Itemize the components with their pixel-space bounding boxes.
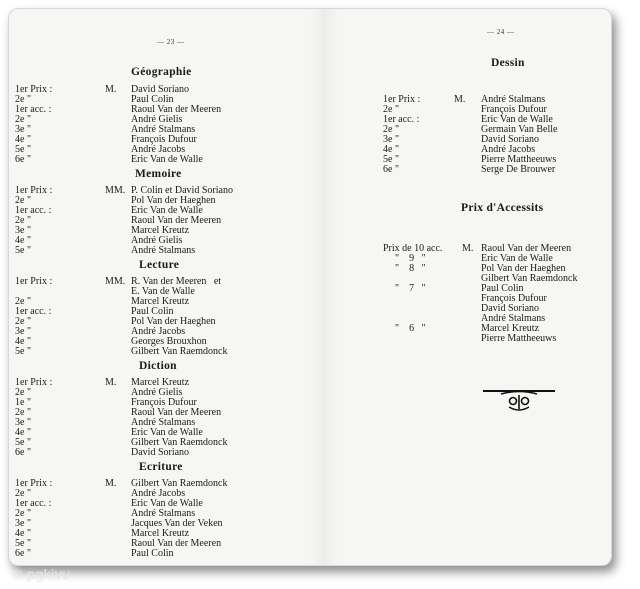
section-title: Prix d'Accessits bbox=[461, 202, 544, 214]
section-title: Dessin bbox=[491, 57, 525, 69]
right-page: — 24 — Dessin 1er Prix : M. André Stalmans 2e " François Dufour 1er acc. : Eric Van de Walle 2e " Germain Van Belle 3e " David Soriano 4e " André Jacobs 5e " Pierre Mattheeuws 6e " Serge De Brouwer Prix d'Accessits Prix de 10 acc. M. Raoul Van der Meeren " 9 " Eric Van de Walle " 8 " Pol Van der Haeghen Gilbert Van Raemdonck " 7 " Paul Colin François Dufour David Soriano André Stalmans " 6 " Marcel Kreutz Pierre Mattheeuws bbox=[319, 9, 609, 565]
page-number: — 24 — bbox=[487, 28, 515, 36]
page-number: — 23 — bbox=[157, 38, 185, 46]
section-title: Diction bbox=[139, 360, 177, 372]
section-title: Memoire bbox=[135, 168, 182, 180]
section-title: Ecriture bbox=[139, 461, 183, 473]
booklet-spread bbox=[8, 8, 612, 566]
ornament-icon bbox=[479, 385, 559, 413]
section-title: Géographie bbox=[131, 66, 192, 78]
section-title: Lecture bbox=[139, 259, 180, 271]
left-page: — 23 — Géographie 1er Prix : M. David Soriano 2e " Paul Colin 1er acc. : Raoul Van der Meeren 2e " André Gielis 3e " André Stalmans 4e " François Dufour 5e " André Jacobs 6e " Eric Van de Walle Memoire 1er Prix : MM. P. Colin et David Soriano 2e " Pol Van der Haeghen 1er acc. : Eric Van de Walle 2e " Raoul Van der Meeren 3e " Marcel Kreutz 4e " André Gielis 5e " André Stalmans Lecture 1er Prix : MM. R. Van der Meeren et E. Van de Walle 2e " Marcel Kreutz 1er acc. : Paul Colin 2e " Pol Van der Haeghen 3e " André Jacobs 4e " Georges Brouxhon 5e " Gilbert Van Raemdonck Diction 1er Prix : M. Marcel Kreutz 2e " André Gielis 1e " François Dufour 2e " Raoul Van der Meeren 3e " André Stalmans 4e " Eric Van de Walle 5e " Gilbert Van Raemdonck 6e " David Soriano Ecriture 1er Prix : M. Gilbert Van Raemdonck 2e " André Jacobs 1er acc. : Eric Van de Walle 2e " André Stalmans 3e " Jacques Van der Veken 4e " Marcel Kreutz 5e " Raoul Van der Meeren 6e " Paul Colin bbox=[15, 38, 233, 559]
watermark: © pgkivu bbox=[12, 566, 71, 582]
